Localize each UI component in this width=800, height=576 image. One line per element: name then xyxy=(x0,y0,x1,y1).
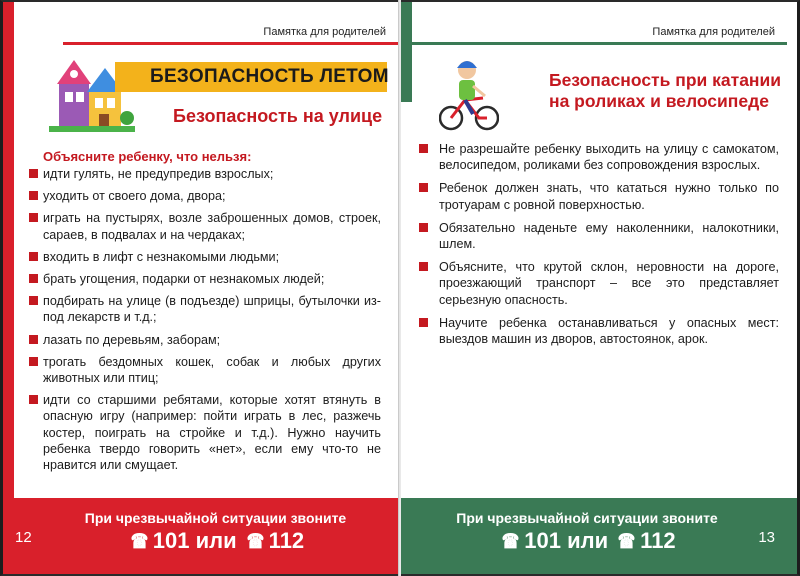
bullet-square-icon xyxy=(29,169,38,178)
left-top-line xyxy=(63,42,398,45)
right-green-strip xyxy=(401,2,412,102)
emergency-number: 101 xyxy=(524,528,561,553)
header-note: Памятка для родителей xyxy=(652,26,775,38)
list-item: Не разрешайте ребенку выходить на улицу с самокатом, велосипедом, роликами без сопровождения взрослых. xyxy=(417,141,779,173)
emergency-number: 112 xyxy=(640,528,676,553)
page-title-line: на роликах и велосипеде xyxy=(549,91,769,111)
bullet-square-icon xyxy=(29,252,38,261)
emergency-numbers xyxy=(17,528,400,554)
list-item: играть на пустырях, возле заброшенных домов, строек, сараев, в подвалах и на чердаках; xyxy=(29,210,381,242)
phone-icon: ☎ xyxy=(130,531,149,553)
right-page xyxy=(401,0,800,576)
emergency-number: 112 xyxy=(268,528,305,553)
list-item: идти гулять, не предупредив взрослых; xyxy=(29,166,381,182)
footer-or: или xyxy=(567,528,609,553)
phone-icon: ☎ xyxy=(502,531,520,553)
phone-icon: ☎ xyxy=(246,531,264,553)
list-item: уходить от своего дома, двора; xyxy=(29,188,381,204)
emergency-footer xyxy=(401,498,797,574)
list-item: Научите ребенка останавливаться у опасных мест: выездов машин из дворов, автостоянок, арок. xyxy=(417,315,779,347)
list-item: трогать бездомных кошек, собак и любых других животных или птиц; xyxy=(29,354,381,386)
emergency-footer xyxy=(3,498,400,574)
page-subtitle: Безопасность на улице xyxy=(173,106,383,126)
bullet-square-icon xyxy=(29,191,38,200)
bullet-square-icon xyxy=(29,395,38,404)
footer-text: При чрезвычайной ситуации звоните xyxy=(456,510,718,526)
bullet-square-icon xyxy=(29,335,38,344)
bullet-square-icon xyxy=(419,144,428,153)
bullet-square-icon xyxy=(29,296,38,305)
list-item: брать угощения, подарки от незнакомых людей; xyxy=(29,271,381,287)
bullet-square-icon xyxy=(29,357,38,366)
emergency-number: 101 xyxy=(152,528,190,553)
rules-list xyxy=(29,166,381,479)
right-top-line xyxy=(412,42,787,45)
bullet-square-icon xyxy=(419,183,428,192)
list-item: лазать по деревьям, заборам; xyxy=(29,332,381,348)
emergency-numbers xyxy=(401,528,785,554)
bullet-square-icon xyxy=(29,213,38,222)
left-red-strip xyxy=(3,2,14,498)
bullet-square-icon xyxy=(29,274,38,283)
footer-or: или xyxy=(195,528,237,553)
list-item: идти со старшими ребятами, которые хотят втянуть в опасную игру (например: пойти играть в лес, разжечь костер, поиграть на стройке и т.д.). Нужно научить ребенка твердо говорить «нет», если ему что-то не нравится или смущает. xyxy=(29,392,381,473)
list-item: Объясните, что крутой склон, неровности на дороге, проезжающий транспорт – все это представляет серьезную опасность. xyxy=(417,259,779,308)
list-item: подбирать на улице (в подъезде) шприцы, бутылочки из-под лекарств и т.д.; xyxy=(29,293,381,325)
bullet-square-icon xyxy=(419,318,428,327)
phone-icon: ☎ xyxy=(617,531,636,553)
page-number: 13 xyxy=(758,529,775,546)
cyclist-illustration-icon xyxy=(439,54,499,132)
list-item: Обязательно наденьте ему наколенники, налокотники, шлем. xyxy=(417,220,779,252)
page-title xyxy=(549,70,781,112)
rules-list xyxy=(417,141,779,354)
bullet-square-icon xyxy=(419,262,428,271)
bullet-square-icon xyxy=(419,223,428,232)
page-number: 12 xyxy=(15,529,32,546)
footer-text: При чрезвычайной ситуации звоните xyxy=(84,510,347,526)
list-item: входить в лифт с незнакомыми людьми; xyxy=(29,249,381,265)
header-note: Памятка для родителей xyxy=(263,26,386,38)
list-item: Ребенок должен знать, что кататься нужно только по тротуарам с ровной поверхностью. xyxy=(417,180,779,212)
intro-text: Объясните ребенку, что нельзя: xyxy=(43,149,252,164)
page-title-line: Безопасность при катании xyxy=(549,70,782,90)
page-title: БЕЗОПАСНОСТЬ ЛЕТОМ xyxy=(150,66,389,87)
